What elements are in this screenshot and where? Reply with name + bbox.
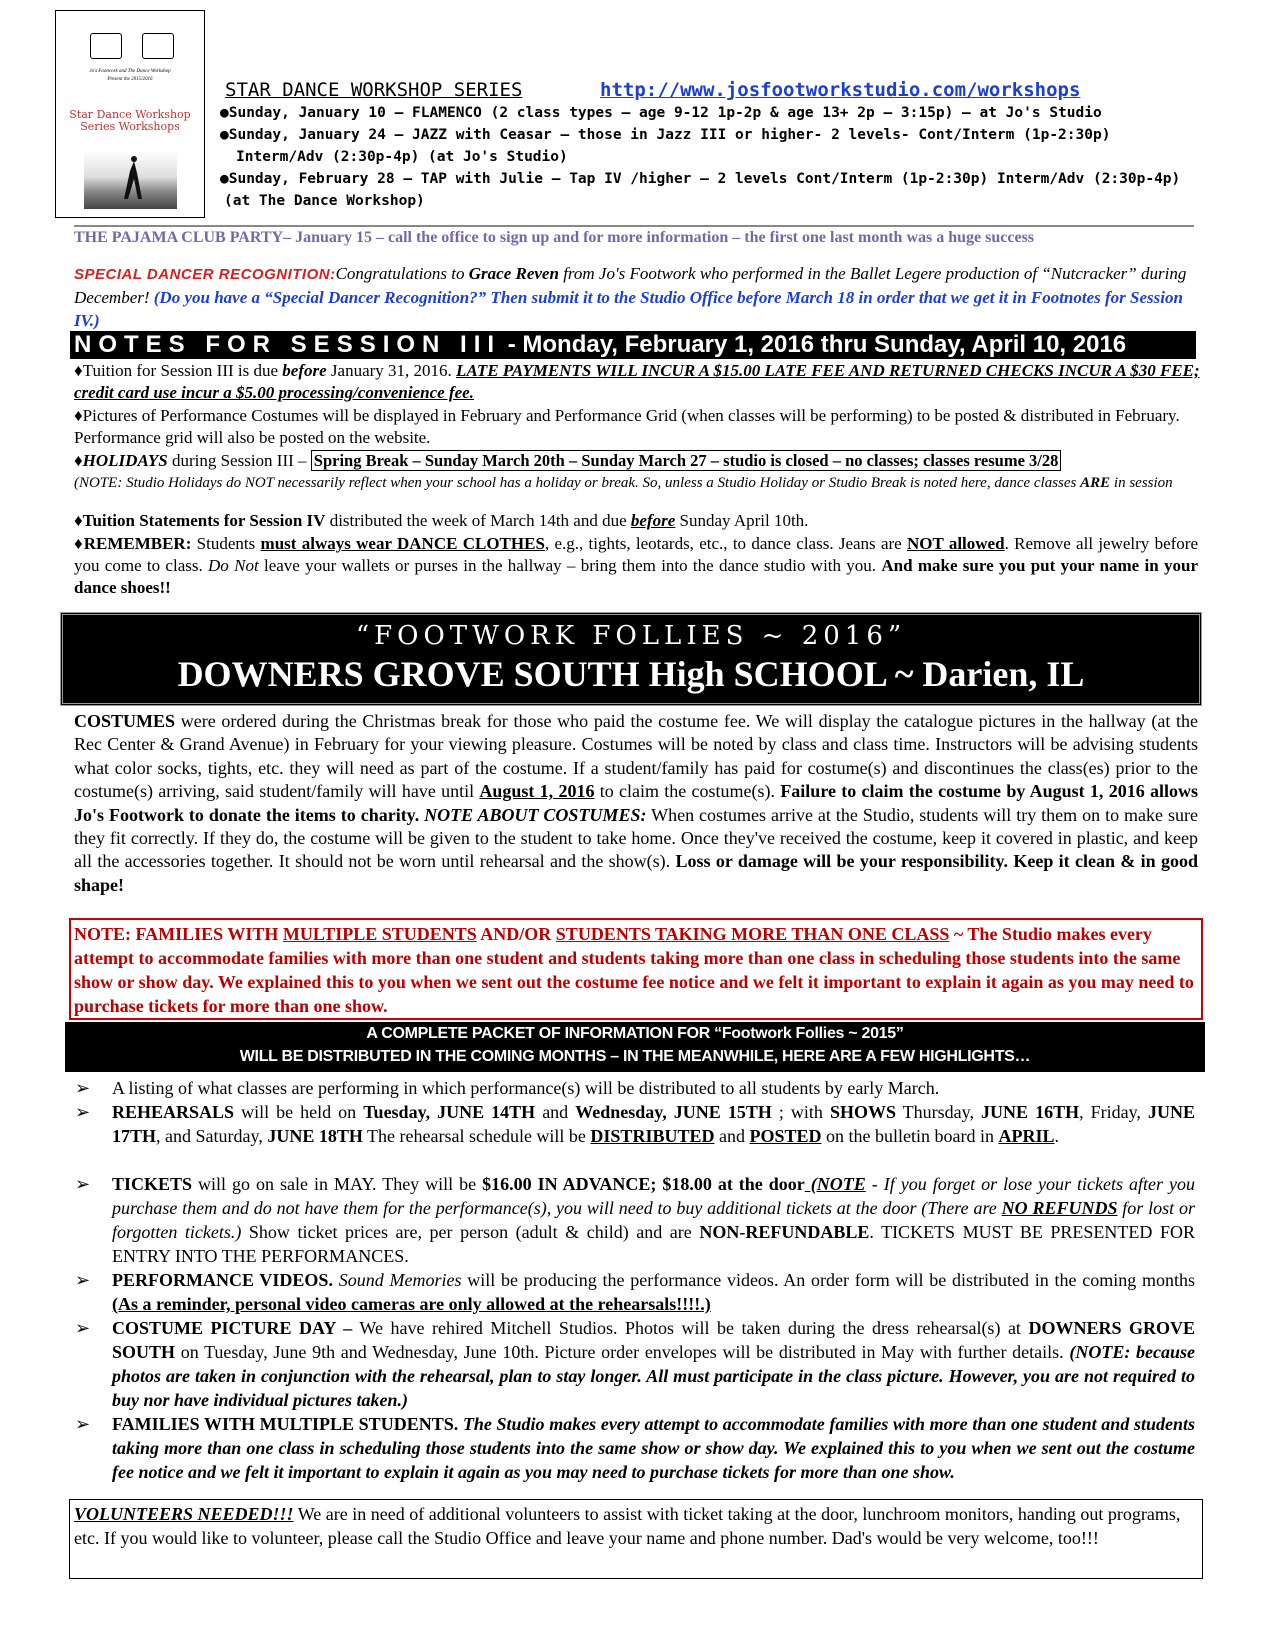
spring-break-box: Spring Break – Sunday March 20th – Sunday March 27 – studio is closed – no classes; classes resume 3/28 xyxy=(311,450,1062,471)
packet-line: A COMPLETE PACKET OF INFORMATION FOR “Footwork Follies ~ 2015” xyxy=(366,1025,904,1042)
list-item-videos: ➢ PERFORMANCE VIDEOS. Sound Memories will be producing the performance videos. An order form will be distributed in the coming months (As a reminder, personal video cameras are only allowed at the rehearsals!!!!.) xyxy=(75,1270,1195,1314)
tuition-statements-note: ♦Tuition Statements for Session IV distributed the week of March 14th and due before Sunday April 10th. xyxy=(74,511,809,530)
workshops-link[interactable]: http://www.josfootworkstudio.com/workshops xyxy=(600,79,1081,101)
flyer-small-text: Jo's Footwork and The Dance Workshop xyxy=(89,69,171,74)
pajama-party-notice: THE PAJAMA CLUB PARTY– January 15 – call the office to sign up and for more information – the first one last month was a huge success xyxy=(74,225,1194,247)
info-packet-banner xyxy=(65,1022,1205,1072)
list-item-rehearsals: ➢ REHEARSALS will be held on Tuesday, JUNE 14TH and Wednesday, JUNE 15TH ; with SHOWS Thursday, JUNE 16TH, Friday, JUNE 17TH, and Saturday, JUNE 18TH The rehearsal schedule will be DISTRIBUTED and POSTED on the bulletin board in APRIL. xyxy=(75,1102,1195,1146)
workshop-flyer-image xyxy=(55,10,205,218)
special-dancer-recognition xyxy=(74,262,1194,332)
remember-note: ♦REMEMBER: Students must always wear DANCE CLOTHES, e.g., tights, leotards, etc., to dance class. Jeans are NOT allowed. Remove all jewelry before you come to class. Do Not leave your wallets or purses in the hallway – bring them into the dance studio with you. And make sure you put your name in your dance shoes!! xyxy=(74,534,1199,597)
packet-line: WILL BE DISTRIBUTED IN THE COMING MONTHS – IN THE MEANWHILE, HERE ARE A FEW HIGHLIGHTS… xyxy=(239,1048,1031,1065)
follies-title: “FOOTWORK FOLLIES ~ 2016” xyxy=(355,621,907,651)
footwork-logo-icon xyxy=(90,33,122,59)
recognition-tag: SPECIAL DANCER RECOGNITION: xyxy=(74,266,336,283)
workshop-item: ●Sunday, January 24 – JAZZ with Ceasar – those in Jazz III or higher- 2 levels- Cont/Interm (1p-2:30p) xyxy=(220,127,1111,143)
arrow-bullet-icon: ➢ xyxy=(75,1270,91,1290)
workshop-series-title: STAR DANCE WORKSHOP SERIES xyxy=(225,79,523,101)
dancer-photo xyxy=(84,151,177,209)
workshop-item: ●Sunday, February 28 – TAP with Julie – Tap IV /higher – 2 levels Cont/Interm (1p-2:30p) Interm/Adv (2:30p-4p) xyxy=(220,171,1181,187)
notes-title: NOTES FOR SESSION III xyxy=(74,331,502,358)
dancer-silhouette-icon xyxy=(84,151,177,209)
arrow-bullet-icon: ➢ xyxy=(75,1174,91,1194)
pictures-note: ♦Pictures of Performance Costumes will be displayed in February and Performance Grid (when classes will be performing) to be posted & distributed in February. Performance grid will also be posted on the website. xyxy=(74,406,1180,447)
flyer-small-text: Present the 2015/2016 xyxy=(107,77,153,82)
arrow-bullet-icon: ➢ xyxy=(75,1078,91,1098)
costumes-paragraph: COSTUMES were ordered during the Christmas break for those who paid the costume fee. We will display the catalogue pictures in the hallway (at the Rec Center & Grand Avenue) in February for your viewing pleasure. Costumes will be noted by class and class time. Instructors will be advising students what color socks, tights, etc. they will need as part of the costume. If a student/family has paid for costume(s) and discontinues the class(es) prior to the costume(s) arriving, said student/family will have until August 1, 2016 to claim the costume(s). Failure to claim the costume by August 1, 2016 allows Jo's Footwork to donate the items to charity. NOTE ABOUT COSTUMES: When costumes arrive at the Studio, students will try them on to make sure they fit correctly. If they do, the costume will be given to the student to take home. Once they've received the costume, keep it covered in plastic, and keep all the accessories together. It should not be worn until rehearsal and the show(s). Loss or damage will be your responsibility. Keep it clean & in good shape! xyxy=(74,711,1199,895)
recognition-text: Congratulations to xyxy=(335,264,469,283)
tuition-note: ♦Tuition for Session III is due before January 31, 2016. LATE PAYMENTS WILL INCUR A $15.00 LATE FEE AND RETURNED CHECKS INCUR A $30 FEE; credit card use incur a $5.00 processing/convenience fee. xyxy=(74,361,1200,402)
dance-workshop-logo-icon xyxy=(142,33,174,59)
notes-dates: - Monday, February 1, 2016 thru Sunday, April 10, 2016 xyxy=(501,331,1127,358)
holidays-note: ♦HOLIDAYS during Session III – Spring Break – Sunday March 20th – Sunday March 27 – studio is closed – no classes; classes resume 3/28 xyxy=(74,450,1204,472)
recognition-submit-note: (Do you have a “Special Dancer Recognition?” Then submit it to the Studio Office before March 18 in order that we get it in Footnotes for Session IV.) xyxy=(74,288,1183,330)
workshop-item: Interm/Adv (2:30p-4p) (at Jo's Studio) xyxy=(236,149,568,165)
venue-title: DOWNERS GROVE SOUTH High SCHOOL ~ Darien, IL xyxy=(177,654,1085,694)
list-item-tickets: ➢ TICKETS will go on sale in MAY. They will be $16.00 IN ADVANCE; $18.00 at the door (NOTE - If you forget or lose your tickets after you purchase them and do not have them for the performance(s), you will need to buy additional tickets at the door (There are NO REFUNDS for lost or forgotten tickets.) Show ticket prices are, per person (adult & child) and are NON-REFUNDABLE. TICKETS MUST BE PRESENTED FOR ENTRY INTO THE PERFORMANCES. xyxy=(75,1174,1195,1266)
session-notes-header xyxy=(70,331,1196,359)
arrow-bullet-icon: ➢ xyxy=(75,1102,91,1122)
footwork-follies-banner xyxy=(60,612,1202,706)
workshop-item: (at The Dance Workshop) xyxy=(224,193,425,209)
volunteers-box: VOLUNTEERS NEEDED!!! We are in need of additional volunteers to assist with ticket taking at the door, lunchroom monitors, handing out programs, etc. If you would like to volunteer, please call the Studio Office and leave your name and phone number. Dad's would be very welcome, too!!! xyxy=(69,1499,1203,1579)
recognition-text: from Jo's Footwork who performed in the Ballet Legere production of “Nutcracker” during December! xyxy=(74,264,1187,307)
arrow-bullet-icon: ➢ xyxy=(75,1318,91,1338)
workshop-item: ●Sunday, January 10 – FLAMENCO (2 class types – age 9-12 1p-2p & age 13+ 2p – 3:15p) – at Jo's Studio xyxy=(220,105,1102,121)
list-item-picture-day: ➢ COSTUME PICTURE DAY – We have rehired Mitchell Studios. Photos will be taken during the dress rehearsal(s) at DOWNERS GROVE SOUTH on Tuesday, June 9th and Wednesday, June 10th. Picture order envelopes will be distributed in May with further details. (NOTE: because photos are taken in conjunction with the rehearsal, plan to stay longer. All must participate in the class picture. However, you are not required to buy nor have individual pictures taken.) xyxy=(75,1318,1195,1410)
flyer-title: Star Dance Workshop Series Workshops xyxy=(69,108,191,133)
arrow-bullet-icon: ➢ xyxy=(75,1414,91,1434)
multiple-students-note: NOTE: FAMILIES WITH MULTIPLE STUDENTS AND/OR STUDENTS TAKING MORE THAN ONE CLASS ~ The Studio makes every attempt to accommodate families with more than one student and students taking more than one class in scheduling those students into the same show or show day. We explained this to you when we sent out the costume fee notice and we felt it important to explain it again as you may need to purchase tickets for more than one show. xyxy=(69,918,1203,1020)
holidays-disclaimer: (NOTE: Studio Holidays do NOT necessarily reflect when your school has a holiday or break. So, unless a Studio Holiday or Studio Break is noted here, dance classes ARE in session xyxy=(74,475,1173,491)
list-item: ➢ A listing of what classes are performing in which performance(s) will be distributed to all students by early March. xyxy=(75,1078,940,1098)
dancer-name: Grace Reven xyxy=(468,264,559,283)
list-item-families: ➢ FAMILIES WITH MULTIPLE STUDENTS. The Studio makes every attempt to accommodate families with more than one student and students taking more than one class in scheduling those students into the same show or show day. We explained this to you when we sent out the costume fee notice and we felt it important to explain it again as you may need to purchase tickets for more than one show. xyxy=(75,1414,1195,1482)
